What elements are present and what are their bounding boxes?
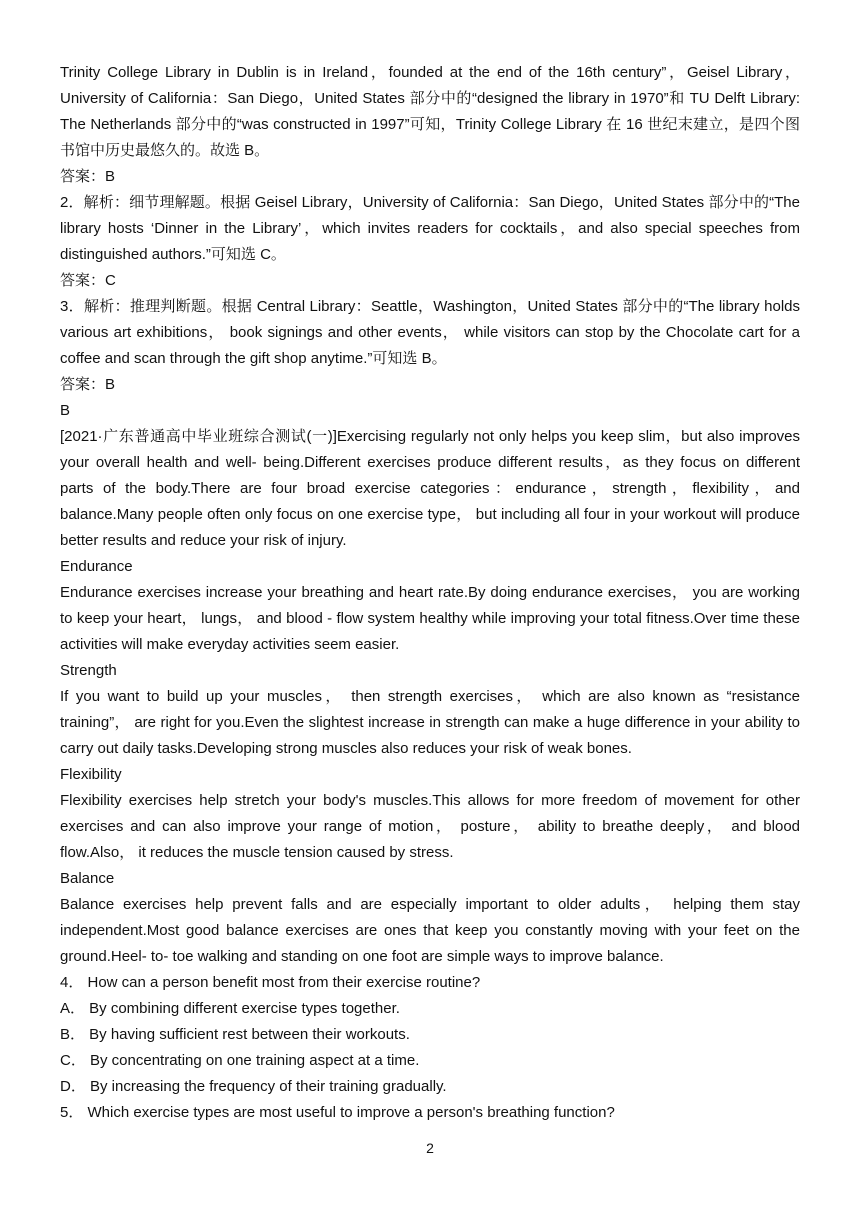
page-number: 2 xyxy=(426,1140,434,1156)
question-5: 5． Which exercise types are most useful to improve a person's breathing function? xyxy=(60,1104,615,1121)
answer-2-explanation: 2．解析：细节理解题。根据 Geisel Library，University of California：San Diego，United States 部分中的“The library hosts ‘Dinner in the Library’，which invites readers for cocktails，and also special speeches from distinguished authors.”可知选 C。 xyxy=(60,194,800,263)
section-heading-strength: Strength xyxy=(60,662,117,679)
section-body-endurance: Endurance exercises increase your breathing and heart rate.By doing endurance exercises， you are working to keep your heart， lungs， and blood - flow system healthy while improving your total fitness.Over time these activities will make everyday activities seem easier. xyxy=(60,584,800,653)
section-body-strength: If you want to build up your muscles， then strength exercises， which are also known as “resistance training”， are right for you.Even the slightest increase in strength can make a huge difference in your ability to carry out daily tasks.Developing strong muscles also reduces your risk of weak bones. xyxy=(60,688,800,757)
question-4-option-a: A． By combining different exercise types together. xyxy=(60,1000,400,1017)
section-heading-endurance: Endurance xyxy=(60,558,133,575)
question-4-option-b: B． By having sufficient rest between their workouts. xyxy=(60,1026,410,1043)
question-4-option-d: D． By increasing the frequency of their training gradually. xyxy=(60,1078,447,1095)
section-body-flexibility: Flexibility exercises help stretch your body's muscles.This allows for more freedom of movement for other exercises and can also improve your range of motion， posture， ability to breathe deeply， and blood flow.Also， it reduces the muscle tension caused by stress. xyxy=(60,792,800,861)
answer-2: 答案：C xyxy=(60,272,116,289)
question-4: 4． How can a person benefit most from their exercise routine? xyxy=(60,974,481,991)
section-heading-flexibility: Flexibility xyxy=(60,766,122,783)
question-4-option-c: C． By concentrating on one training aspect at a time. xyxy=(60,1052,420,1069)
answer-3: 答案：B xyxy=(60,376,116,393)
passage-label: B xyxy=(60,402,71,419)
section-body-balance: Balance exercises help prevent falls and are especially important to older adults， helping them stay independent.Most good balance exercises are ones that keep you constantly moving with your feet on the ground.Heel- to- toe walking and standing on one foot are simple ways to improve balance. xyxy=(60,896,800,965)
passage-intro: [2021·广东普通高中毕业班综合测试(一)]Exercising regularly not only helps you keep slim，but also improves your overall health and well- being.Different exercises produce different results，as they focus on different parts of the body.There are four broad exercise categories：endurance，strength，flexibility，and balance.Many people often only focus on one exercise type， but including all four in your workout will produce better results and reduce your risk of injury. xyxy=(60,428,800,549)
answer-1-explanation: Trinity College Library in Dublin is in Ireland，founded at the end of the 16th century”，Geisel Library，University of California：San Diego，United States 部分中的“designed the library in 1970”和 TU Delft Library: The Netherlands 部分中的“was constructed in 1997”可知，Trinity College Library 在 16 世纪末建立，是四个图书馆中历史最悠久的。故选 B。 xyxy=(60,64,800,159)
section-heading-balance: Balance xyxy=(60,870,115,887)
answer-1: 答案：B xyxy=(60,168,116,185)
answer-3-explanation: 3．解析：推理判断题。根据 Central Library：Seattle，Washington，United States 部分中的“The library holds various art exhibitions， book signings and other events， while visitors can stop by the Chocolate cart for a coffee and scan through the gift shop anytime.”可知选 B。 xyxy=(60,298,800,367)
document-page xyxy=(60,60,800,1126)
